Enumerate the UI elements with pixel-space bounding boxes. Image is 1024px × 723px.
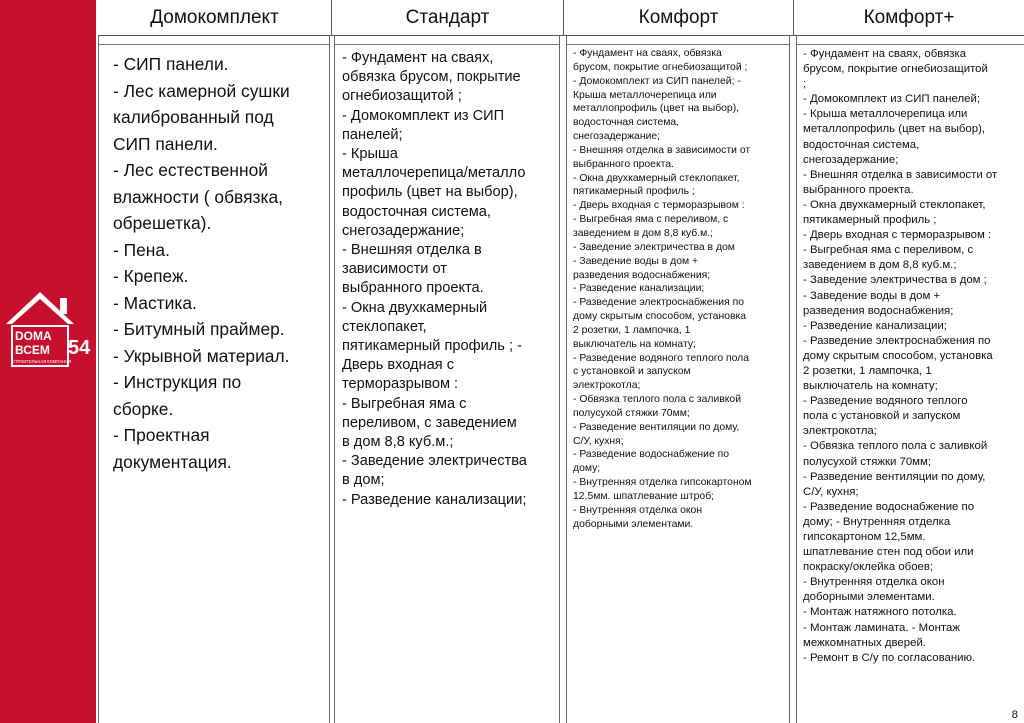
logo-line2: ВСЕМ: [15, 343, 50, 357]
header-komfort-plus: Комфорт+: [794, 0, 1024, 36]
column-komfort: [566, 36, 790, 723]
komfort-plus-items: - Фундамент на сваях, обвязка брусом, покрытие огнебиозащитой ; - Домокомплект из СИП панелей; - Крыша металлочерепица или металлопрофиль (цвет на выбор), водосточная система, снегозадержание; - Внешняя отделка в зависимости от выбранного проекта. - Окна двухкамерный стеклопакет, пятикамерный профиль ; - Дверь входная с терморазрывом : - Выгребная яма с переливом, с заведением в дом 8,8 куб.м.; - Заведение электричества в дом ; - Заведение воды в дом + разведения водоснабжения; - Разведение канализации; - Разведение электроснабжения по дому скрытым способом, установка 2 розетки, 1 лампочка, 1 выключатель на комнату; - Разведение водяного теплого пола с установкой и запуском электрокотла; - Обвязка теплого пола с заливкой полусухой стяжки 70мм; - Разведение вентиляции по дому, С/У, кухня; - Разведение водоснабжение по дому; - Внутренняя отделка гипсокартоном 12,5мм. шпатлевание стен под обои или покраску/оклейка обоев; - Внутренняя отделка окон доборными элементами. - Монтаж натяжного потолка. - Монтаж ламината. - Монтаж межкомнатных дверей. - Ремонт в С/у по согласованию.: [803, 48, 998, 664]
domokomplekt-items: - СИП панели. - Лес камерной сушки калиброванный под СИП панели. - Лес естественной влажности ( обвязка, обрешетка). - Пена. - Крепеж. - Мастика. - Битумный праймер. - Укрывной материал. - Инструкция по сборке. - Проектная документация.: [113, 54, 290, 472]
komfort-items: - Фундамент на сваях, обвязка брусом, покрытие огнебиозащитой ; - Домокомплект из СИП панелей; - Крыша металлочерепица или металлопрофиль (цвет на выбор), водосточная система, снегозадержание; - Внешняя отделка в зависимости от выбранного проекта. - Окна двухкамерный стеклопакет, пятикамерный профиль ; - Дверь входная с терморазрывом : - Выгребная яма с переливом, с заведением в дом 8,8 куб.м.; - Заведение электричества в дом - Заведение воды в дом + разведения водоснабжения; - Разведение канализации; - Разведение электроснабжения по дому скрытым способом, установка 2 розетки, 1 лампочка, 1 выключатель на комнату; - Разведение водяного теплого пола с установкой и запуском электрокотла; - Обвязка теплого пола с заливкой полусухой стяжки 70мм; - Разведение вентиляции по дому, С/У, кухня; - Разведение водоснабжение по дому; - Внутренняя отделка гипсокартоном 12,5мм. шпатлевание штроб; - Внутренняя отделка окон доборными элементами.: [573, 48, 752, 530]
logo-number: 54: [68, 337, 91, 359]
column-komfort-plus: [796, 36, 1024, 723]
logo-house-chimney: [60, 298, 67, 314]
header-domokomplekt: Домокомплект: [98, 0, 332, 36]
column-standart: [334, 36, 560, 723]
standart-items: - Фундамент на сваях, обвязка брусом, покрытие огнебиозащитой ; - Домокомплект из СИП панелей; - Крыша металлочерепица/металло профиль (цвет на выбор), водосточная система, снегозадержание; - Внешняя отделка в зависимости от выбранного проекта. - Окна двухкамерный стеклопакет, пятикамерный профиль ; - Дверь входная с терморазрывом : - Выгребная яма с переливом, с заведением в дом 8,8 куб.м.; - Заведение электричества в дом; - Разведение канализации;: [342, 50, 527, 508]
package-comparison-table: [98, 0, 1024, 723]
header-standart: Стандарт: [332, 0, 564, 36]
header-komfort: Комфорт: [564, 0, 794, 36]
logo-line1: DOMA: [15, 329, 52, 343]
brand-sidebar: [0, 0, 96, 723]
page-number: 8: [1011, 709, 1018, 721]
column-domokomplekt: [98, 36, 330, 723]
company-logo: [2, 288, 96, 378]
logo-tagline: СТРОИТЕЛЬНАЯ КОМПАНИЯ: [12, 359, 72, 364]
